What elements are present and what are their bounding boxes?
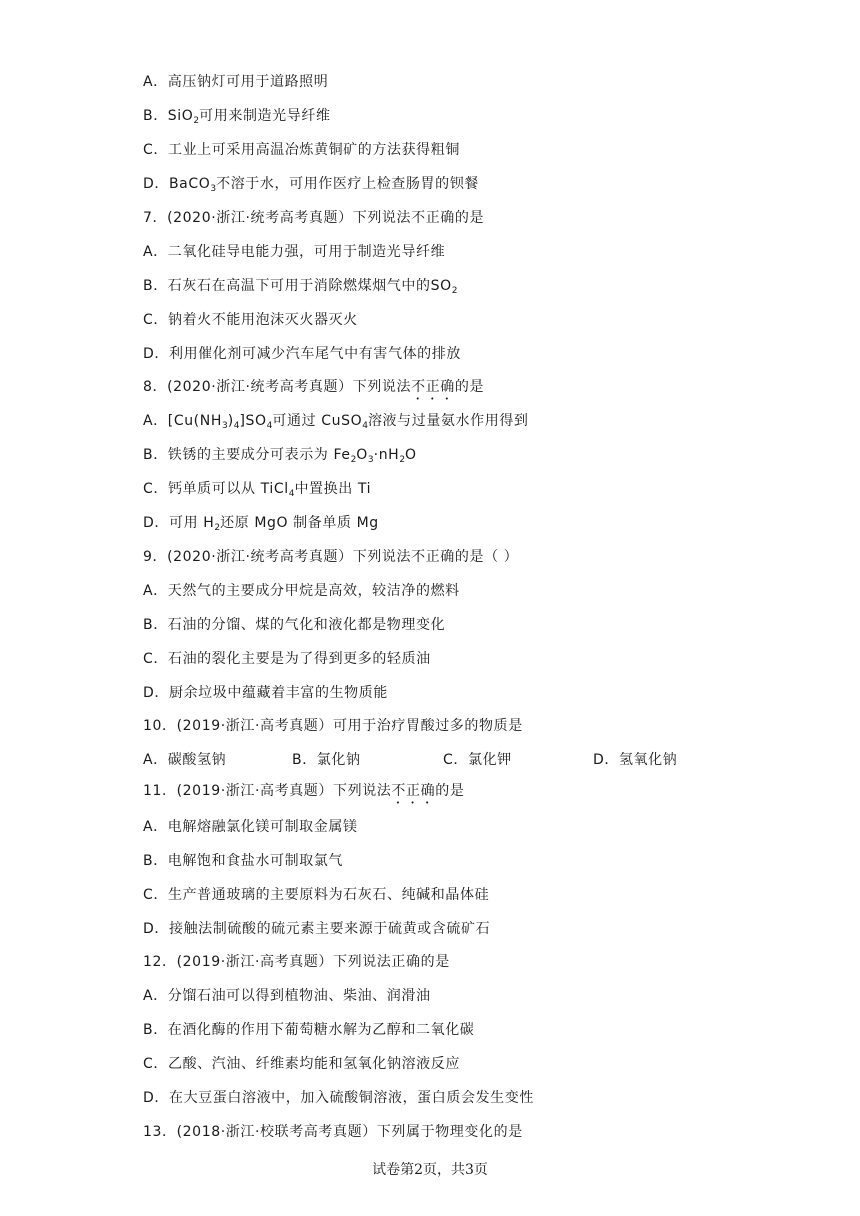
q8-option-b: B．铁锈的主要成分可表示为 $Fe_2O_3\cdot nH_2O$	[143, 447, 417, 465]
q12-option-a: A．分馏石油可以得到植物油、柴油、润滑油	[143, 988, 431, 1004]
q12-option-b: B．在酒化酶的作用下葡萄糖水解为乙醇和二氧化碳	[143, 1022, 475, 1038]
q11-option-c: C．生产普通玻璃的主要原料为石灰石、纯碱和晶体硅	[143, 887, 490, 903]
q7-option-d: D．利用催化剂可减少汽车尾气中有害气体的排放	[143, 346, 461, 362]
q9-option-a: A．天然气的主要成分甲烷是高效，较洁净的燃料	[143, 583, 460, 599]
q10-option-d: D．氢氧化钠	[593, 752, 678, 768]
q6-option-c: C．工业上可采用高温冶炼黄铜矿的方法获得粗铜	[143, 142, 460, 158]
q12-stem: 12．(2019·浙江·高考真题）下列说法正确的是	[143, 954, 450, 970]
q13-stem: 13．(2018·浙江·校联考高考真题）下列属于物理变化的是	[143, 1124, 523, 1140]
q8-stem: 8．(2020·浙江·统考高考真题）下列说法不正确的是	[143, 379, 485, 395]
q8-option-c: C．钙单质可以从 TiCl$_4$中置换出 Ti	[143, 481, 372, 499]
emphasis-dots-text: 不正确	[411, 379, 455, 395]
q8-option-d: D．可用 $H_2$还原 MgO 制备单质 Mg	[143, 515, 379, 533]
q10-option-a: A．碳酸氢钠	[143, 752, 227, 768]
q8-option-a: A．$[Cu(NH_3)_4]SO_4$可通过 CuSO$_4$溶液与过量氨水作用得到	[143, 413, 529, 431]
page-footer: 试卷第2页，共3页	[372, 1162, 488, 1178]
q12-option-c: C．乙酸、汽油、纤维素均能和氢氧化钠溶液反应	[143, 1056, 460, 1072]
q12-option-d: D．在大豆蛋白溶液中，加入硫酸铜溶液，蛋白质会发生变性	[143, 1090, 534, 1106]
q6-option-d: D．BaCO$_3$不溶于水，可用作医疗上检查肠胃的钡餐	[143, 176, 479, 194]
q10-option-c: C．氯化钾	[443, 752, 512, 768]
q7-option-c: C．钠着火不能用泡沫灭火器灭火	[143, 312, 358, 328]
q6-option-b: B．SiO$_2$可用来制造光导纤维	[143, 108, 331, 126]
q10-option-b: B．氯化钠	[292, 752, 361, 768]
q11-option-b: B．电解饱和食盐水可制取氯气	[143, 853, 344, 869]
q11-stem: 11．(2019·浙江·高考真题）下列说法不正确的是	[143, 783, 465, 799]
q9-option-d: D．厨余垃圾中蕴藏着丰富的生物质能	[143, 685, 388, 701]
q9-option-c: C．石油的裂化主要是为了得到更多的轻质油	[143, 651, 431, 667]
q7-stem: 7．(2020·浙江·统考高考真题）下列说法不正确的是	[143, 210, 485, 226]
q10-stem: 10．(2019·浙江·高考真题）可用于治疗胃酸过多的物质是	[143, 718, 523, 734]
emphasis-dots-text: 不正确	[391, 783, 436, 799]
q6-option-a: A．高压钠灯可用于道路照明	[143, 74, 329, 90]
q11-option-a: A．电解熔融氯化镁可制取金属镁	[143, 819, 358, 835]
q11-option-d: D．接触法制硫酸的硫元素主要来源于硫黄或含硫矿石	[143, 921, 491, 937]
q7-option-b: B．石灰石在高温下可用于消除燃煤烟气中的$SO_2$	[143, 278, 458, 296]
q9-option-b: B．石油的分馏、煤的气化和液化都是物理变化	[143, 617, 446, 633]
q7-option-a: A．二氧化硅导电能力强，可用于制造光导纤维	[143, 244, 446, 260]
q9-stem: 9．(2020·浙江·统考高考真题）下列说法不正确的是（ ）	[143, 549, 519, 565]
